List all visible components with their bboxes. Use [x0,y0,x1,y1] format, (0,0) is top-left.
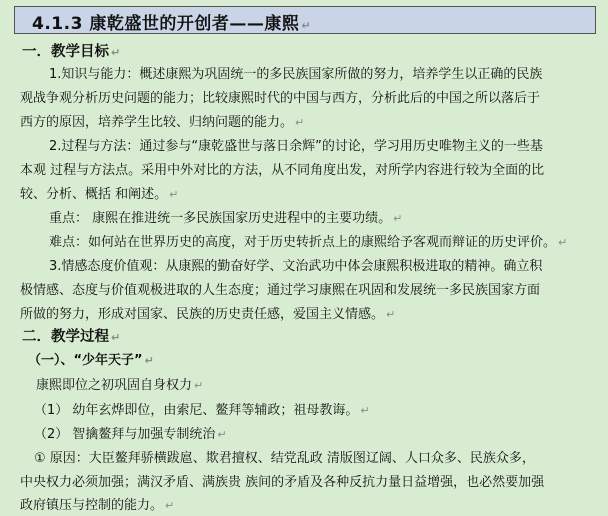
paragraph-mark-icon: ↵ [169,188,179,201]
list-item: ① 原因：大臣鳌拜骄横跋扈、欺君擅权、结党乱政 清版图辽阔、人口众多、民族众多， [34,451,535,466]
paragraph-line: 3.情感态度价值观：从康熙的勤奋好学、文治武功中体会康熙积极进取的精神。确立积 [49,259,543,274]
section-heading-process: 二．教学过程 ↵ [22,329,121,345]
paragraph-mark-icon: ↵ [111,46,121,59]
paragraph-mark-icon: ↵ [301,19,312,32]
paragraph-line: 中央权力必须加强；满汉矛盾、满族贵 族间的矛盾及各种反抗力量日益增强，也必然要加强 [20,475,545,490]
paragraph-mark-icon: ↵ [165,499,175,512]
paragraph-line: 所做的努力，形成对国家、民族的历史责任感，爱国主义情感。 ↵ [20,307,396,322]
paragraph-line: 1.知识与能力：概述康熙为巩固统一的多民族国家所做的努力，培养学生以正确的民族 [49,67,543,82]
paragraph-mark-icon: ↵ [295,116,305,129]
list-item: （2） 智擒鳌拜与加强专制统治 ↵ [34,427,227,442]
difficulty-line: 难点：如何站在世界历史的高度，对于历史转折点上的康熙给予客观而辩证的历史评价。 ↵ [49,235,568,250]
paragraph-line: 西方的原因，培养学生比较、归纳问题的能力。 ↵ [20,115,305,130]
list-item: （1） 幼年玄烨即位，由索尼、鳌拜等辅政；祖母教诲。 ↵ [34,403,370,418]
paragraph-line: 本观 过程与方法点。采用中外对比的方法，从不同角度出发，对所学内容进行较为全面的比 [20,163,545,178]
paragraph-mark-icon: ↵ [144,354,154,367]
document-title: 4.1.3 康乾盛世的开创者——康熙 ↵ [32,14,312,34]
paragraph-mark-icon: ↵ [393,212,403,225]
paragraph-line: 观战争观分析历史问题的能力；比较康熙时代的中国与西方，分析此后的中国之所以落后于 [20,91,541,106]
paragraph-mark-icon: ↵ [194,379,204,392]
paragraph-mark-icon: ↵ [360,404,370,417]
paragraph-line: 2.过程与方法：通过参与“康乾盛世与落日余辉”的讨论，学习用历史唯物主义的一些基 [49,139,543,154]
paragraph-line: 极情感、态度与价值观极进取的人生态度；通过学习康熙在巩固和发展统一多民族国家方面 [20,283,541,298]
paragraph-line: 政府镇压与控制的能力。 ↵ [20,498,175,513]
key-point-line: 重点： 康熙在推进统一多民族国家历史进程中的主要功绩。 ↵ [49,211,403,226]
paragraph-mark-icon: ↵ [558,236,568,249]
paragraph-line: 较、分析、概括 和阐述。 ↵ [20,187,179,202]
paragraph-mark-icon: ↵ [111,331,121,344]
paragraph-line: 康熙即位之初巩固自身权力 ↵ [36,378,204,393]
subsection-heading: （一）、“少年天子” ↵ [28,353,154,368]
paragraph-mark-icon: ↵ [386,308,396,321]
paragraph-mark-icon: ↵ [217,428,227,441]
section-heading-objectives: 一．教学目标 ↵ [22,44,121,60]
